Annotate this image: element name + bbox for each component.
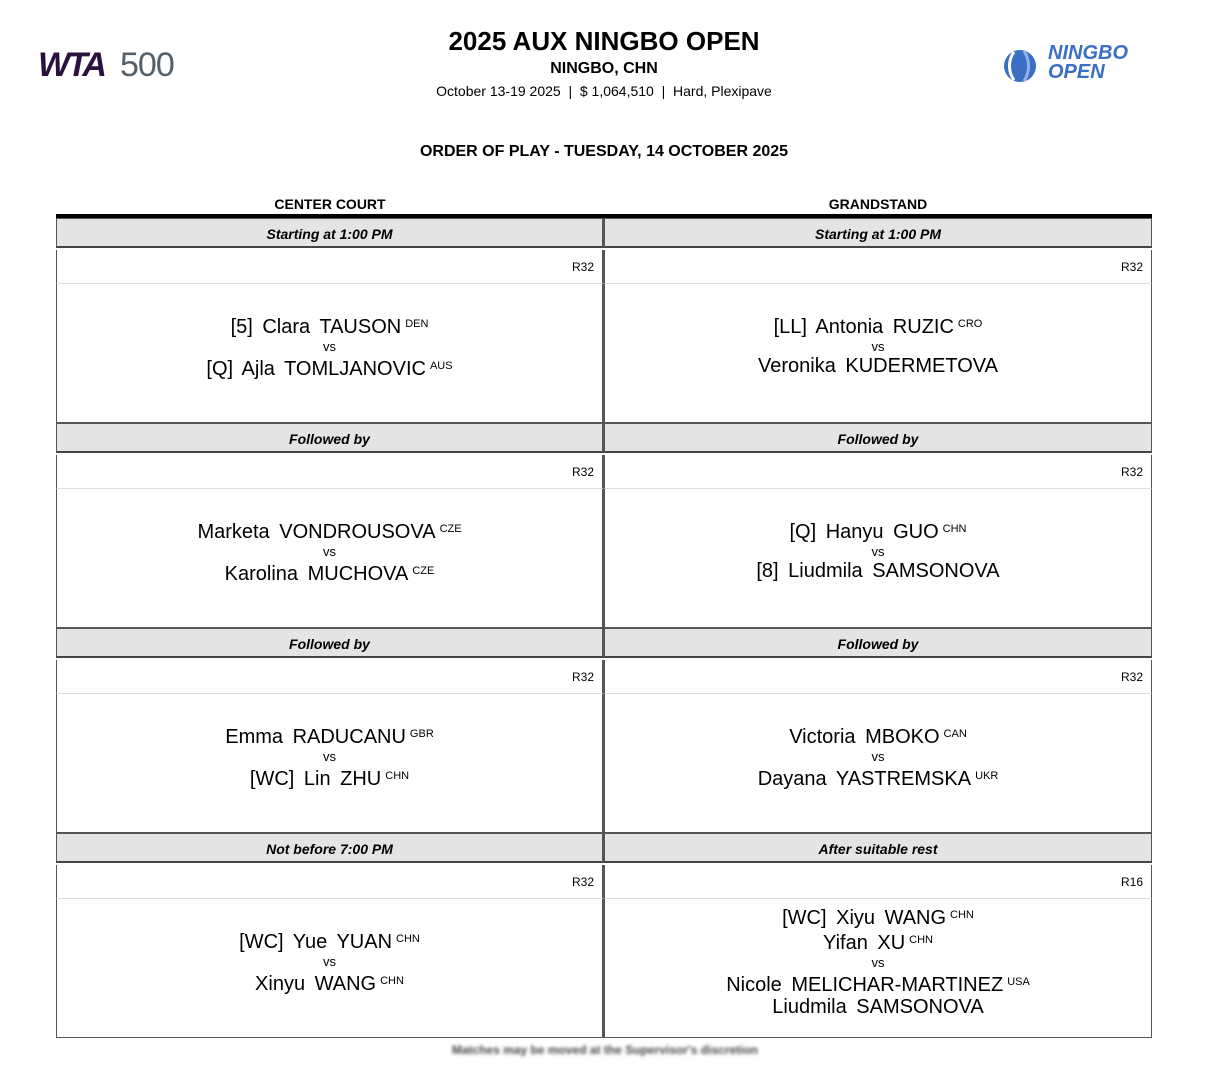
player-name: Yifan XU (822, 932, 906, 954)
player-country: CZE (439, 523, 462, 535)
versus-label: vs (323, 954, 336, 969)
player-line (605, 765, 1151, 790)
player-line (605, 904, 1151, 929)
court-heading-grandstand: GRANDSTAND (828, 196, 928, 212)
round-row (604, 865, 1152, 899)
player-name: [WC] Yue YUAN (239, 931, 393, 953)
player-country: CRO (957, 318, 983, 330)
match-slot (56, 628, 604, 833)
ningbo-logo-line2: OPEN (1048, 61, 1105, 83)
player-name: [Q] Ajla TOMLJANOVIC (206, 358, 426, 380)
round-label: R32 (571, 260, 594, 274)
player-line (57, 560, 602, 585)
player-line (605, 355, 1151, 377)
player-country: GBR (409, 728, 434, 740)
round-label: R32 (571, 670, 594, 684)
player-country: CHN (396, 933, 420, 945)
player-line (605, 723, 1151, 748)
player-line (605, 313, 1151, 338)
versus-label: vs (871, 749, 885, 764)
match-box (56, 489, 604, 628)
player-name: [Q] Hanyu GUO (789, 521, 939, 543)
player-country: CAN (943, 728, 967, 740)
match-box (604, 694, 1152, 833)
player-name: Emma RADUCANU (225, 726, 406, 748)
player-country: CHN (950, 909, 974, 921)
slot-time-label: After suitable rest (604, 833, 1152, 863)
match-box (56, 284, 604, 423)
slot-time-label: Starting at 1:00 PM (604, 218, 1152, 248)
player-line (605, 971, 1151, 996)
match-lines (605, 904, 1151, 1018)
player-name: [LL] Antonia RUZIC (773, 316, 954, 338)
match-slot (604, 218, 1152, 423)
player-country: CHN (942, 523, 967, 535)
player-line (57, 723, 602, 748)
court-column (56, 218, 604, 1037)
footer-note: Matches may be moved at the Supervisor's discretion (451, 1043, 759, 1057)
player-line (605, 929, 1151, 954)
match-lines (605, 518, 1151, 582)
match-slot (56, 833, 604, 1038)
player-country: CHN (380, 975, 404, 987)
player-line (605, 996, 1151, 1018)
slot-time-label: Not before 7:00 PM (56, 833, 604, 863)
round-label: R32 (1120, 670, 1143, 684)
player-name: Marketa VONDROUSOVA (197, 521, 436, 543)
match-slot (604, 423, 1152, 628)
match-slot (56, 218, 604, 423)
match-lines (605, 313, 1151, 377)
round-label: R32 (571, 875, 594, 889)
versus-label: vs (323, 339, 336, 354)
match-slot (56, 423, 604, 628)
match-box (56, 899, 604, 1038)
match-box (604, 489, 1152, 628)
versus-label: vs (323, 749, 336, 764)
player-name: [8] Liudmila SAMSONOVA (756, 560, 1000, 582)
match-lines (57, 313, 602, 380)
player-name: [WC] Xiyu WANG (782, 907, 947, 929)
slot-time-label: Followed by (56, 423, 604, 453)
ningbo-logo-line1: NINGBO (1048, 42, 1128, 64)
match-box (56, 694, 604, 833)
round-row (56, 865, 604, 899)
player-name: Karolina MUCHOVA (224, 563, 409, 585)
player-country: USA (1007, 976, 1030, 988)
round-label: R32 (571, 465, 594, 479)
round-row (56, 660, 604, 694)
match-slot (604, 628, 1152, 833)
round-label: R32 (1120, 465, 1143, 479)
round-label: R32 (1120, 260, 1143, 274)
match-lines (57, 723, 602, 790)
match-lines (57, 928, 602, 995)
player-name: [5] Clara TAUSON (230, 316, 402, 338)
schedule-grid (56, 218, 1152, 1037)
player-country: CHN (909, 934, 934, 946)
player-country: AUS (429, 360, 453, 372)
player-name: Dayana YASTREMSKA (757, 768, 972, 790)
versus-label: vs (871, 339, 885, 354)
slot-time-label: Followed by (604, 628, 1152, 658)
match-lines (605, 723, 1151, 790)
versus-label: vs (871, 955, 885, 970)
player-name: Xinyu WANG (255, 973, 377, 995)
slot-time-label: Followed by (56, 628, 604, 658)
wta-logo-mark: WTA (38, 46, 104, 84)
match-slot (604, 833, 1152, 1038)
court-column (604, 218, 1152, 1037)
wta-logo-tier: 500 (120, 46, 174, 84)
versus-label: vs (871, 544, 885, 559)
tournament-title: 2025 AUX NINGBO OPEN (448, 26, 760, 56)
player-name: [WC] Lin ZHU (249, 768, 382, 790)
player-country: CZE (412, 565, 435, 577)
player-line (57, 313, 602, 338)
player-line (605, 560, 1151, 582)
round-row (604, 250, 1152, 284)
round-label: R16 (1120, 875, 1143, 889)
slot-time-label: Starting at 1:00 PM (56, 218, 604, 248)
versus-label: vs (323, 544, 336, 559)
player-country: DEN (405, 318, 429, 330)
round-row (604, 455, 1152, 489)
round-row (56, 250, 604, 284)
tournament-info: October 13-19 2025 | $ 1,064,510 | Hard, Plexipave (436, 83, 772, 99)
match-box (604, 284, 1152, 423)
round-row (604, 660, 1152, 694)
tournament-city: NINGBO, CHN (550, 60, 658, 77)
player-line (57, 928, 602, 953)
player-name: Liudmila SAMSONOVA (772, 996, 984, 1018)
round-row (56, 455, 604, 489)
player-line (57, 355, 602, 380)
player-name: Victoria MBOKO (789, 726, 940, 748)
match-box (604, 899, 1152, 1038)
player-name: Veronika KUDERMETOVA (757, 355, 998, 377)
court-heading-center: CENTER COURT (274, 196, 386, 212)
player-country: CHN (385, 770, 410, 782)
player-line (605, 518, 1151, 543)
player-line (57, 970, 602, 995)
player-name: Nicole MELICHAR-MARTINEZ (726, 974, 1004, 996)
player-line (57, 765, 602, 790)
player-line (57, 518, 602, 543)
match-lines (57, 518, 602, 585)
player-country: UKR (975, 770, 999, 782)
order-of-play-heading: ORDER OF PLAY - TUESDAY, 14 OCTOBER 2025 (419, 143, 789, 160)
slot-time-label: Followed by (604, 423, 1152, 453)
